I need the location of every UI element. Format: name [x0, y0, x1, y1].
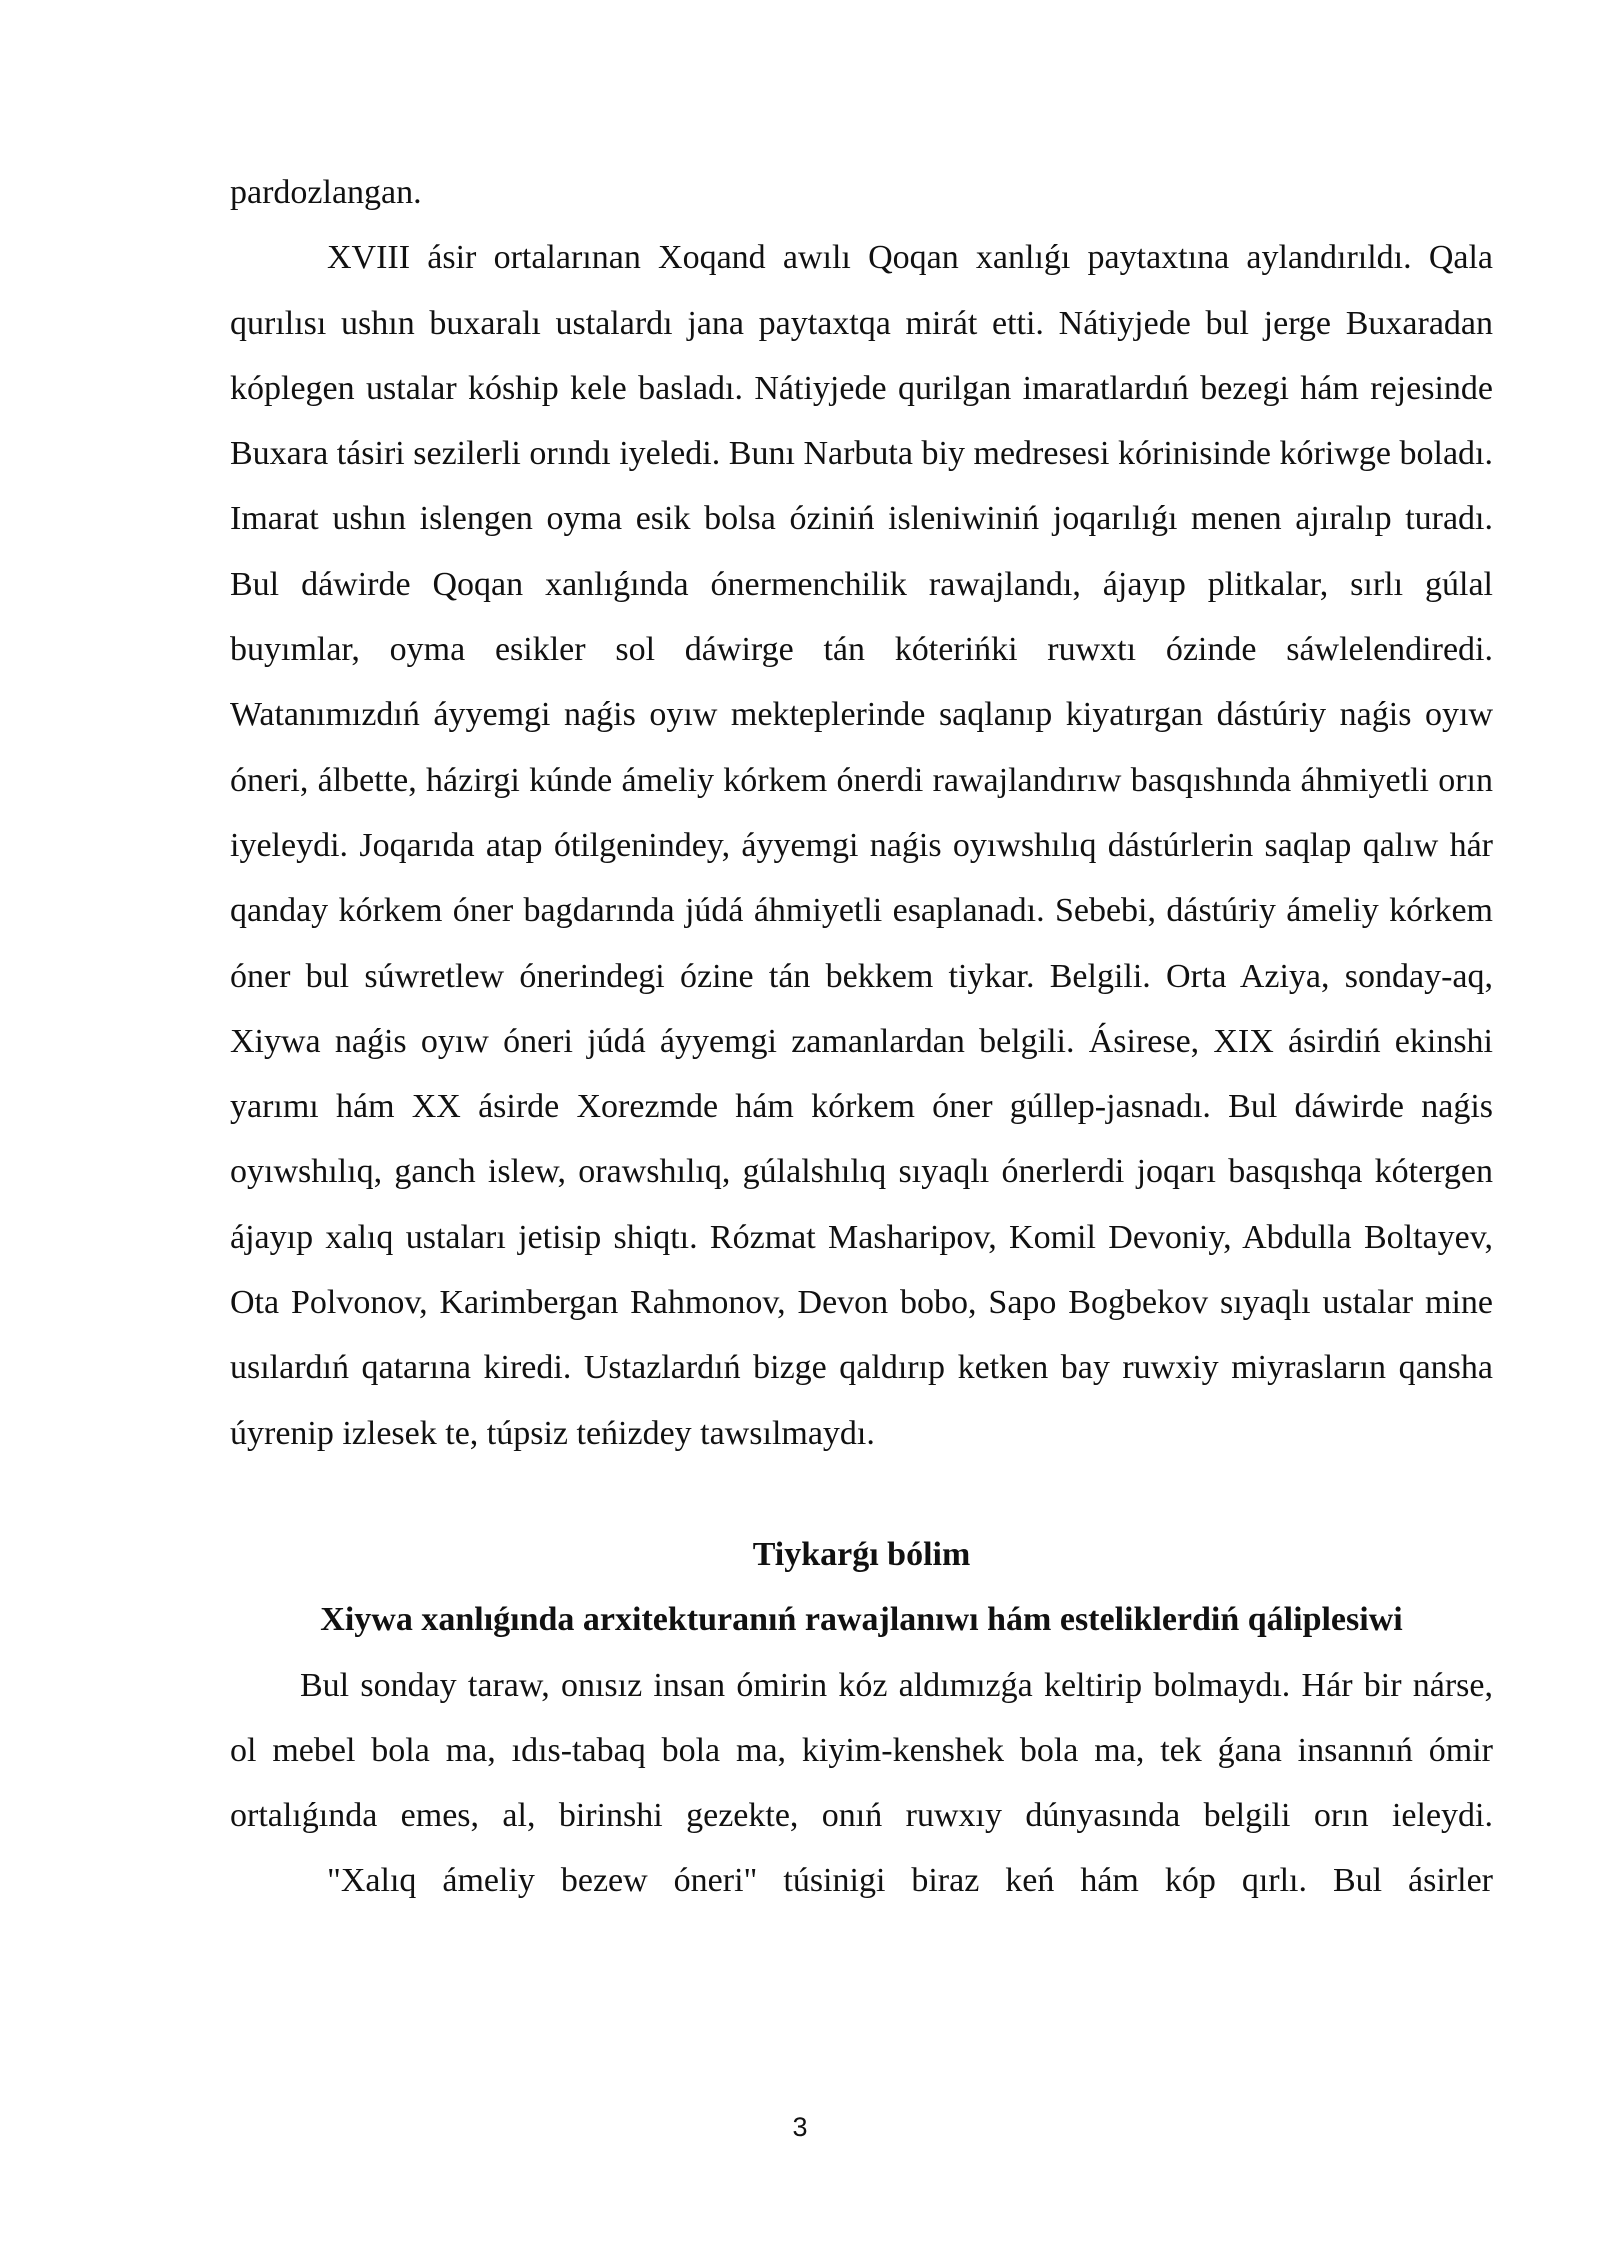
body-paragraph-1: XVIII ásir ortalarınan Xoqand awılı Qoqan xanlıǵı paytaxtına aylandırıldı. Qala qurılısı ushın buxaralı ustalardı jana paytaxtqa mirát etti. Nátiyjede bul jerge Buxaradan kóplegen ustalar kóship kele basladı. Nátiyjede qurilgan imaratlardıń bezegi hám rejesinde Buxara tásiri sezilerli orındı iyeledi. Bunı Narbuta biy medresesi kórinisinde kóriwge boladı. Imarat ushın islengen oyma esik bolsa óziniń isleniwiniń joqarılıǵı menen ajıralıp turadı. Bul dáwirde Qoqan xanlıǵında ónermenchilik rawajlandı, ájayıp plitkalar, sırlı gúlal buyımlar, oyma esikler sol dáwirge tán kóterińki ruwxtı ózinde sáwlelendiredi. Watanımızdıń áyyemgi naǵis oyıw mekteplerinde saqlanıp kiyatırgan dástúriy naǵis oyıw óneri, álbette, házirgi kúnde ámeliy kórkem ónerdi rawajlandırıw basqıshında áhmiyetli orın iyeleydi. Joqarıda atap ótilgenindey, áyyemgi naǵis oyıwshılıq dástúrlerin saqlap qalıw hár qanday kórkem óner bagdarında júdá áhmiyetli esaplanadı. Sebebi, dástúriy ámeliy kórkem óner bul súwretlew ónerindegi ózine tán bekkem tiykar. Belgili. Orta Aziya, sonday-aq, Xiywa naǵis oyıw óneri júdá áyyemgi zamanlardan belgili. Ásirese, XIX ásirdiń ekinshi yarımı hám XX ásirde Xorezmde hám kórkem óner gúllep-jasnadı. Bul dáwirde naǵis oyıwshılıq, ganch islew, orawshılıq, gúlalshılıq sıyaqlı ónerlerdi joqarı basqıshqa kótergen ájayıp xalıq ustaları jetisip shiqtı. Rózmat Masharipov, Komil Devoniy, Abdulla Boltayev, Ota Polvonov, Karimbergan Rahmonov, Devon bobo, Sapo Bogbekov sıyaqlı ustalar mine usılardıń qatarına kiredi. Ustazlardıń bizge qaldırıp ketken bay ruwxiy miyrasların qansha úyrenip izlesek te, túpsiz teńizdey tawsılmaydı.	[230, 239, 1493, 1452]
body-paragraph-2: Bul sonday taraw, onısız insan ómirin kóz aldımızǵa keltirip bolmaydı. Hár bir nárse, ol mebel bola ma, ıdıs-tabaq bola ma, kiyim-kenshek bola ma, tek ǵana insannıń ómir ortalıǵında emes, al, birinshi gezekte, onıń ruwxıy dúnyasında belgili orın ieleydi.	[230, 1666, 1493, 1835]
page-number: 3	[792, 2112, 808, 2142]
continuation-text: pardozlangan.	[230, 174, 422, 211]
section-subtitle: Xiywa xanlıǵında arxitekturanıń rawajlanıwı hám esteliklerdiń qáliplesiwi	[320, 1601, 1403, 1639]
document-page	[230, 160, 1493, 1914]
section-title: Tiykarǵı bólim	[752, 1535, 971, 1573]
body-paragraph-3: "Xalıq ámeliy bezew óneri" túsinigi biraz keń hám kóp qırlı. Bul ásirler	[327, 1862, 1493, 1900]
section-gap	[230, 1466, 1493, 1522]
